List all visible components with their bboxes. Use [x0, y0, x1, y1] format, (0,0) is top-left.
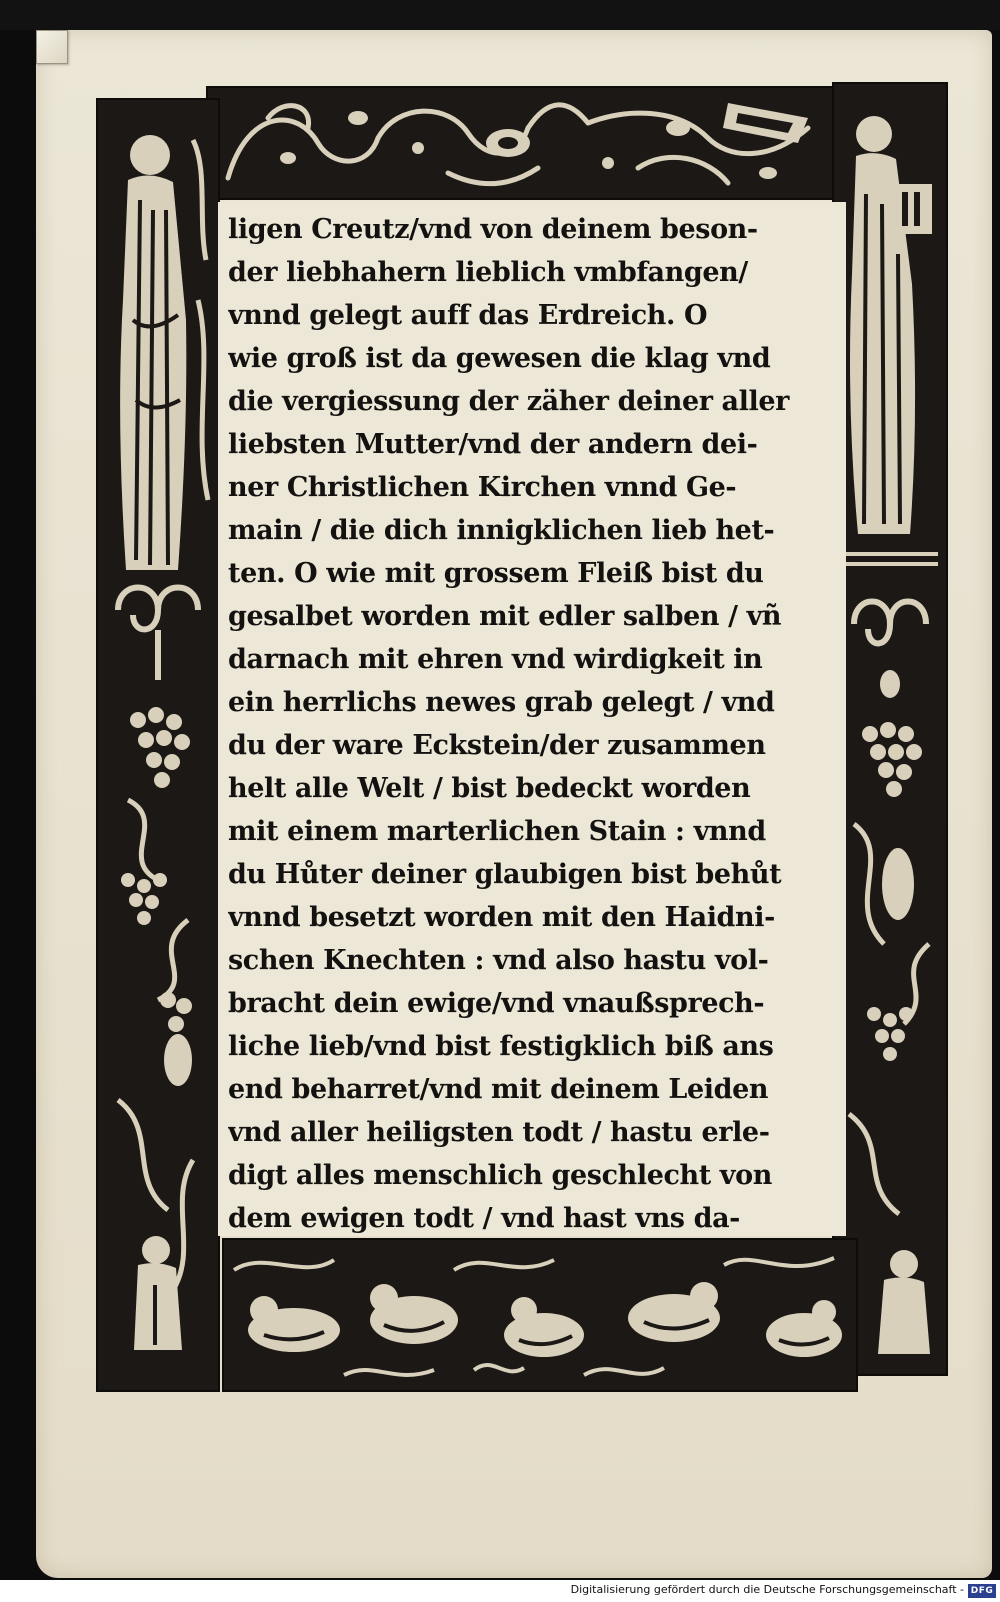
text-line: vnnd gelegt auff das Erdreich. O [228, 300, 708, 331]
text-line: schen Knechten : vnd also hastu vol- [228, 945, 769, 976]
text-line: helt alle Welt / bist bedeckt worden [228, 773, 751, 804]
text-line: die vergiessung der zäher deiner aller [228, 386, 789, 417]
putti-foliage-icon [224, 1240, 856, 1390]
text-line: ten. O wie mit grossem Fleiß bist du [228, 558, 764, 589]
text-line: du Hůter deiner glaubigen bist behůt [228, 859, 782, 890]
top-woodcut-border [206, 86, 834, 200]
saint-figure-icon [98, 100, 218, 1390]
text-line: vnnd besetzt worden mit den Haidni- [228, 902, 775, 933]
footer-credit-text: Digitalisierung gefördert durch die Deutsche Forschungsgemeinschaft - [570, 1583, 964, 1596]
text-line: gesalbet worden mit edler salben / vñ [228, 601, 782, 632]
text-line: digt alles menschlich geschlecht von [228, 1160, 772, 1191]
bottom-woodcut-border [222, 1238, 858, 1392]
page-text-block [218, 202, 846, 1236]
foliage-ornament-icon [208, 88, 832, 198]
text-line: der liebhahern lieblich vmbfangen/ [228, 257, 748, 288]
digitization-footer [0, 1580, 1000, 1602]
text-line: ligen Creutz/vnd von deinem beson- [228, 214, 758, 245]
text-line: wie groß ist da gewesen die klag vnd [228, 343, 771, 374]
text-line: vnd aller heiligsten todt / hastu erle- [228, 1117, 770, 1148]
text-line: main / die dich innigklichen lieb het- [228, 515, 775, 546]
text-line: du der ware Eckstein/der zusammen [228, 730, 766, 761]
text-line: bracht dein ewige/vnd vnaußsprech- [228, 988, 765, 1019]
text-line: end beharret/vnd mit deinem Leiden [228, 1074, 769, 1105]
text-line: liche lieb/vnd bist festigklich biß ans [228, 1031, 774, 1062]
left-woodcut-border [96, 98, 220, 1392]
text-line: darnach mit ehren vnd wirdigkeit in [228, 644, 763, 675]
text-line: ein herrlichs newes grab gelegt / vnd [228, 687, 775, 718]
figure-with-shrine-icon [834, 84, 946, 1374]
text-line: dem ewigen todt / vnd hast vns da- [228, 1203, 740, 1234]
folded-page-corner [36, 30, 68, 64]
text-line: mit einem marterlichen Stain : vnnd [228, 816, 766, 847]
right-woodcut-border [832, 82, 948, 1376]
text-line: liebsten Mutter/vnd der andern dei- [228, 429, 758, 460]
text-line: ner Christlichen Kirchen vnnd Ge- [228, 472, 737, 503]
scan-background [0, 0, 1000, 30]
dfg-logo-icon: DFG [968, 1584, 996, 1598]
